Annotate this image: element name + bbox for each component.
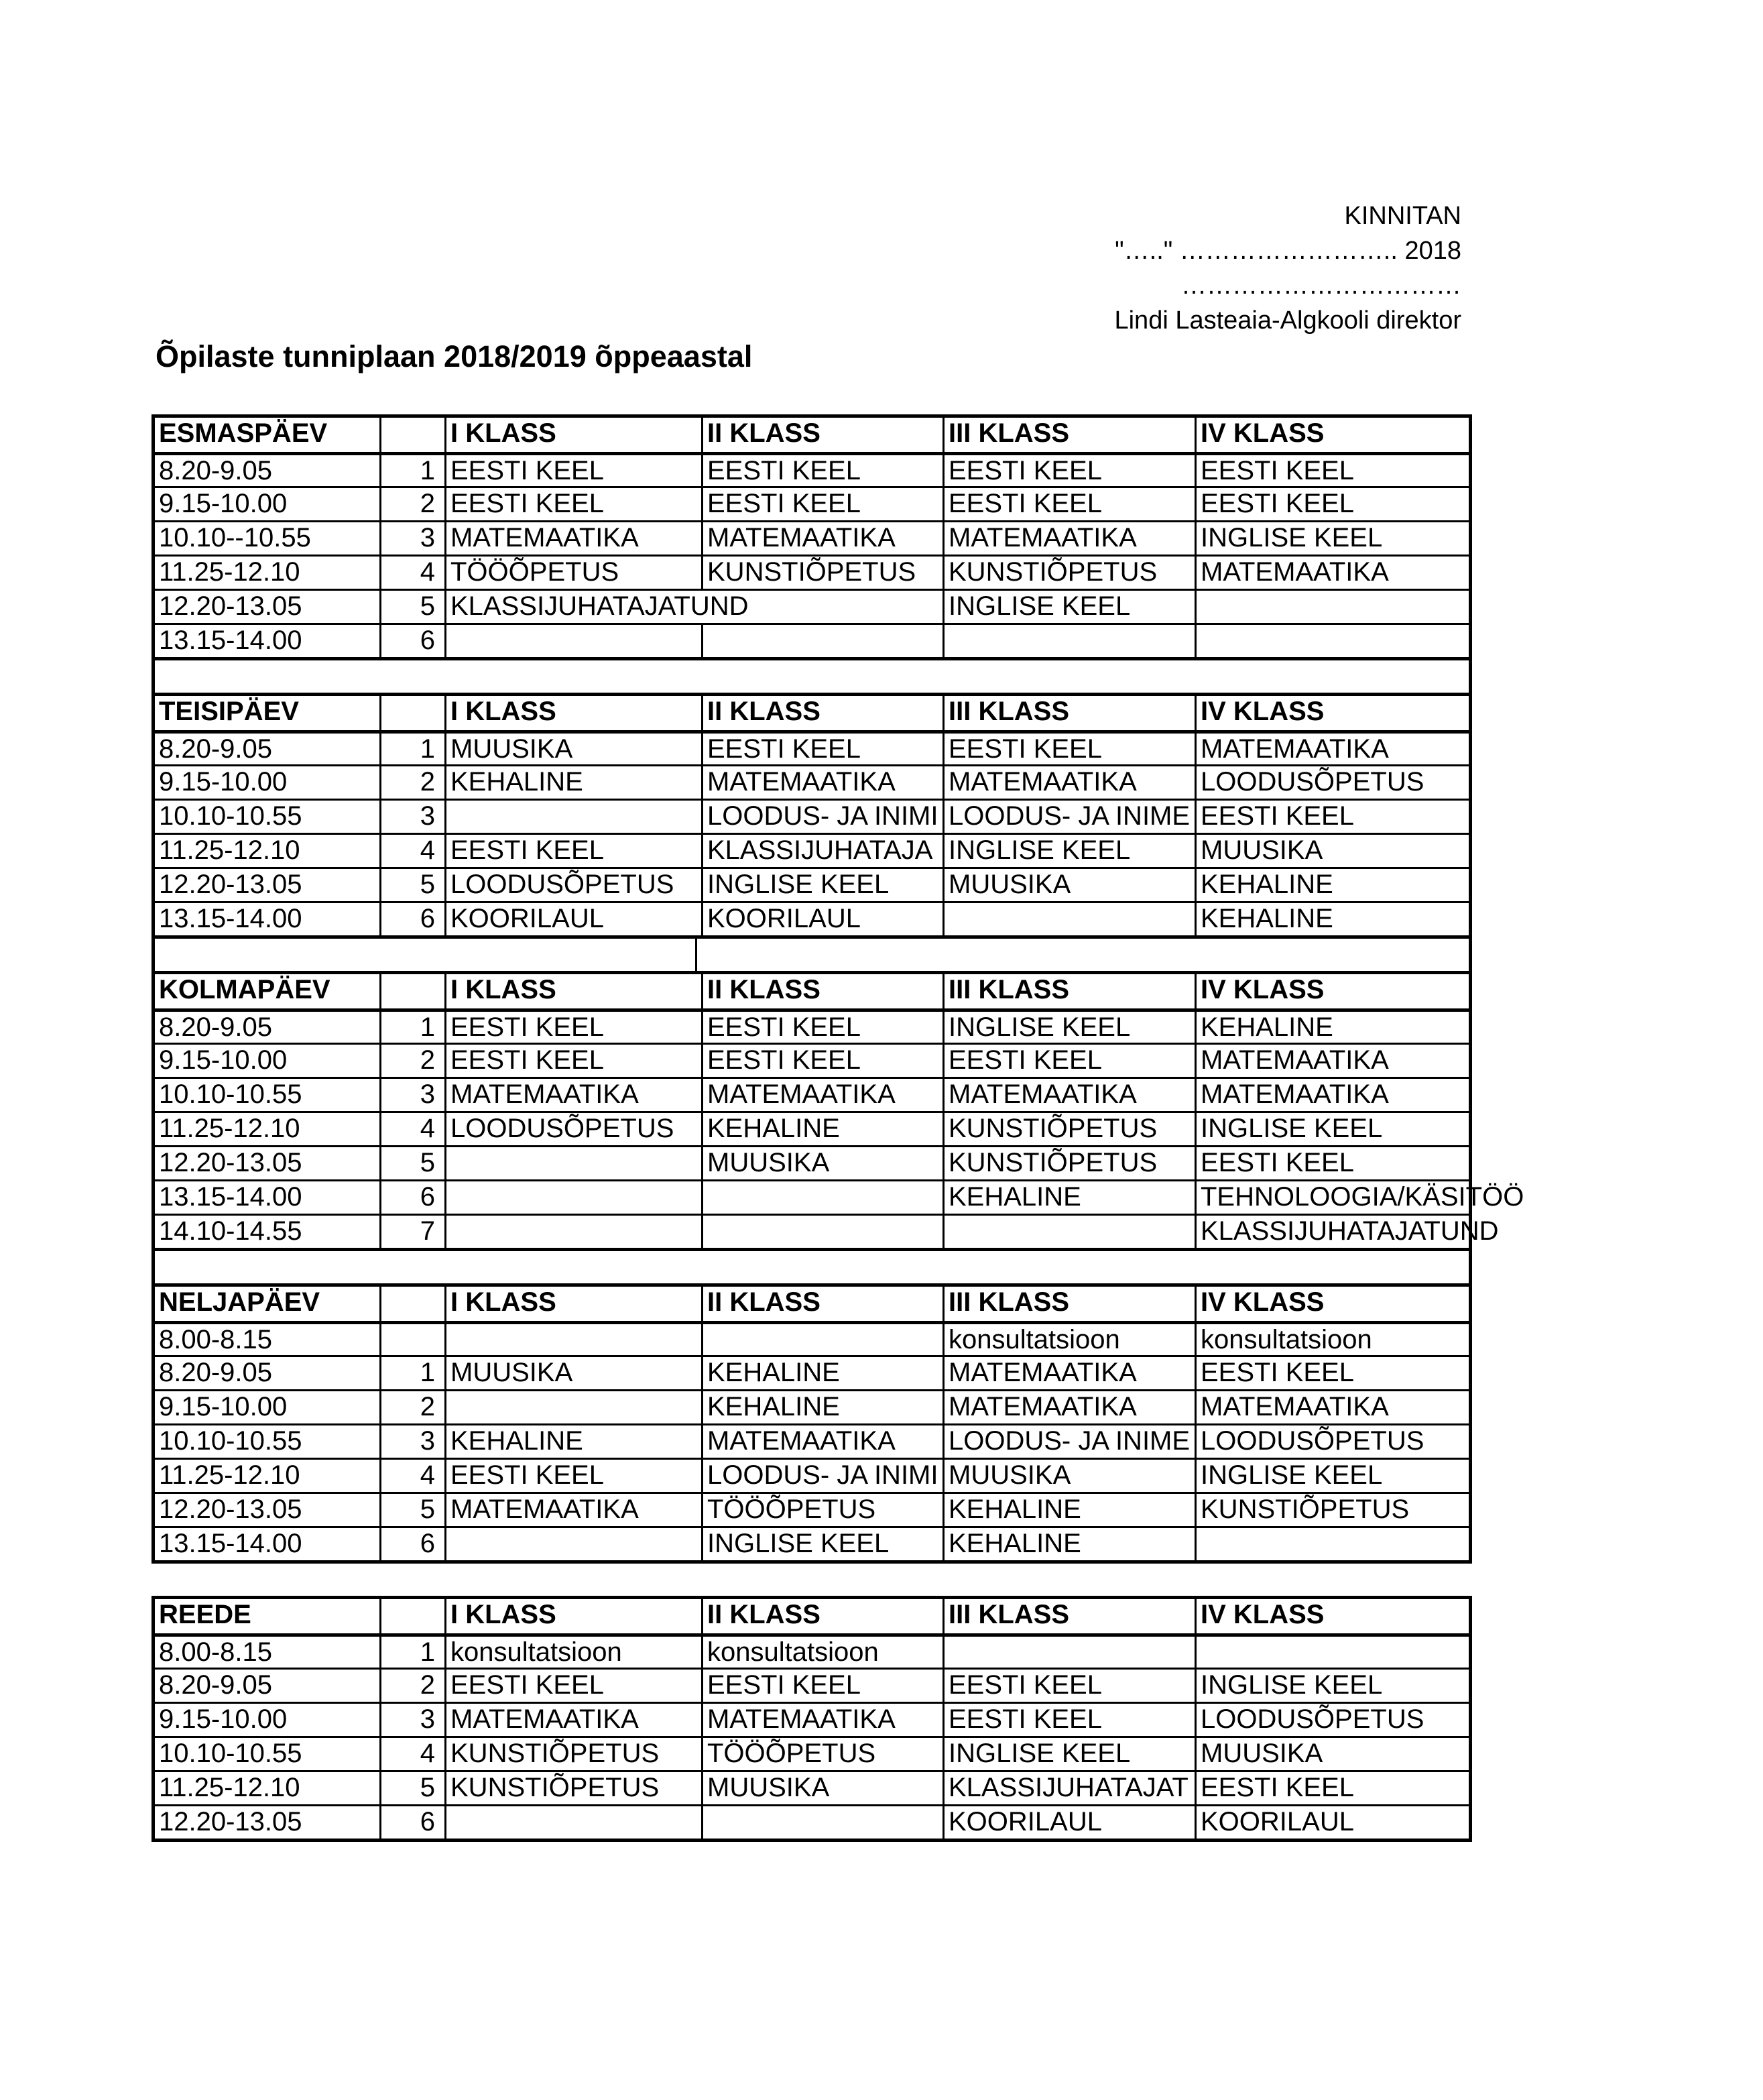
class-3-cell: EESTI KEEL xyxy=(943,455,1195,486)
class-3-cell: LOODUS- JA INIME xyxy=(943,1425,1195,1458)
approval-block xyxy=(1114,198,1461,338)
class-4-cell xyxy=(1195,625,1469,657)
lesson-number-cell: 4 xyxy=(379,1460,444,1492)
class-1-cell xyxy=(444,1181,701,1214)
class-2-cell: konsultatsioon xyxy=(701,1637,943,1668)
class-4-cell: IV KLASS xyxy=(1195,1599,1469,1633)
class-2-cell xyxy=(701,1806,943,1839)
time-cell: 9.15-10.00 xyxy=(159,1045,288,1075)
time-cell: 10.10-10.55 xyxy=(159,1080,302,1109)
lesson-number-cell: 5 xyxy=(379,1772,444,1804)
table-row xyxy=(155,1668,1469,1702)
lesson-number-cell: 5 xyxy=(379,869,444,901)
approval-title: KINNITAN xyxy=(1344,202,1461,230)
lesson-number-cell: 6 xyxy=(379,1181,444,1214)
table-row xyxy=(155,1077,1469,1111)
class-2-cell: MATEMAATIKA xyxy=(701,522,943,555)
class-1-cell: MATEMAATIKA xyxy=(444,1704,701,1736)
class-4-cell: KEHALINE xyxy=(1195,1012,1469,1043)
lesson-number-cell: 5 xyxy=(379,1147,444,1179)
class-4-cell: IV KLASS xyxy=(1195,418,1469,452)
day-header-row xyxy=(155,418,1469,452)
class-2-cell: MATEMAATIKA xyxy=(701,766,943,799)
class-2-cell: MUUSIKA xyxy=(701,1147,943,1179)
class-2-cell: KUNSTIÕPETUS xyxy=(701,557,943,589)
class-4-cell: TEHNOLOOGIA/KÄSITÖÖ xyxy=(1195,1181,1469,1214)
lesson-number-cell: 3 xyxy=(379,1425,444,1458)
class-4-cell xyxy=(1195,1528,1469,1560)
class-2-cell: EESTI KEEL xyxy=(701,488,943,520)
class-2-cell: EESTI KEEL xyxy=(701,1670,943,1702)
class-4-cell: EESTI KEEL xyxy=(1195,1772,1469,1804)
time-cell: 8.20-9.05 xyxy=(159,1012,273,1042)
class-2-cell: INGLISE KEEL xyxy=(701,1528,943,1560)
class-4-cell: konsultatsioon xyxy=(1195,1324,1469,1355)
class-3-cell: MATEMAATIKA xyxy=(943,522,1195,555)
table-row xyxy=(155,589,1469,623)
class-3-cell: EESTI KEEL xyxy=(943,1704,1195,1736)
lesson-number-cell: 2 xyxy=(379,1045,444,1077)
class-1-cell xyxy=(444,801,701,833)
day-name: KOLMAPÄEV xyxy=(159,975,330,1004)
class-3-cell xyxy=(943,625,1195,657)
lesson-number-cell: 6 xyxy=(379,1528,444,1560)
lesson-number-cell: 6 xyxy=(379,903,444,935)
class-1-cell: TÖÖÕPETUS xyxy=(444,557,701,589)
time-cell: 10.10-10.55 xyxy=(159,1426,302,1456)
spacer-row xyxy=(151,660,1472,693)
lesson-number-cell: 4 xyxy=(379,557,444,589)
day-header-row xyxy=(155,1599,1469,1633)
class-1-cell: LOODUSÕPETUS xyxy=(444,869,701,901)
table-row xyxy=(155,1145,1469,1179)
class-3-cell: MUUSIKA xyxy=(943,869,1195,901)
class-1-cell: KEHALINE xyxy=(444,1425,701,1458)
lesson-number-cell: 5 xyxy=(379,1494,444,1526)
class-3-cell xyxy=(943,1216,1195,1248)
class-1-cell xyxy=(444,625,701,657)
class-2-cell: KEHALINE xyxy=(701,1357,943,1389)
class-3-cell: KLASSIJUHATAJAT xyxy=(943,1772,1195,1804)
table-row xyxy=(155,799,1469,833)
class-4-cell: MATEMAATIKA xyxy=(1195,557,1469,589)
day-header-row xyxy=(155,1287,1469,1321)
lesson-number-cell: 1 xyxy=(379,1357,444,1389)
day-table xyxy=(151,971,1524,1251)
lesson-number-cell: 3 xyxy=(379,522,444,555)
day-header-row xyxy=(155,974,1469,1008)
table-row xyxy=(155,452,1469,486)
lesson-number-cell: 7 xyxy=(379,1216,444,1248)
class-2-cell: II KLASS xyxy=(701,1287,943,1321)
table-row xyxy=(155,901,1469,935)
table-row xyxy=(155,1492,1469,1526)
class-2-cell: II KLASS xyxy=(701,974,943,1008)
class-1-cell: MATEMAATIKA xyxy=(444,1079,701,1111)
class-3-cell xyxy=(943,903,1195,935)
class-4-cell: INGLISE KEEL xyxy=(1195,1670,1469,1702)
table-row xyxy=(155,764,1469,799)
class-1-cell xyxy=(444,1528,701,1560)
time-cell: 8.20-9.05 xyxy=(159,1670,273,1700)
class-2-cell: EESTI KEEL xyxy=(701,1045,943,1077)
class-2-cell xyxy=(701,1324,943,1355)
class-4-cell: EESTI KEEL xyxy=(1195,488,1469,520)
class-2-cell: TÖÖÕPETUS xyxy=(701,1494,943,1526)
time-cell: 11.25-12.10 xyxy=(159,1460,300,1490)
lesson-number-cell xyxy=(379,974,444,1008)
class-1-cell: EESTI KEEL xyxy=(444,1045,701,1077)
class-1-cell: I KLASS xyxy=(444,1287,701,1321)
class-4-cell: INGLISE KEEL xyxy=(1195,1460,1469,1492)
class-4-cell: INGLISE KEEL xyxy=(1195,522,1469,555)
class-1-cell: EESTI KEEL xyxy=(444,488,701,520)
lesson-number-cell: 2 xyxy=(379,766,444,799)
class-1-cell: I KLASS xyxy=(444,974,701,1008)
day-table xyxy=(151,1596,1472,1842)
class-2-cell: II KLASS xyxy=(701,418,943,452)
class-2-cell: EESTI KEEL xyxy=(701,1012,943,1043)
class-4-cell: KEHALINE xyxy=(1195,903,1469,935)
table-row xyxy=(155,1008,1469,1043)
table-row xyxy=(155,1111,1469,1145)
class-3-cell: KEHALINE xyxy=(943,1528,1195,1560)
class-4-cell: KLASSIJUHATAJATUND xyxy=(1195,1216,1469,1248)
class-1-cell: KLASSIJUHATAJATUND xyxy=(444,591,701,623)
lesson-number-cell: 3 xyxy=(379,1704,444,1736)
class-4-cell: MATEMAATIKA xyxy=(1195,1045,1469,1077)
class-1-cell xyxy=(444,1391,701,1423)
class-4-cell: MATEMAATIKA xyxy=(1195,1079,1469,1111)
class-3-cell: INGLISE KEEL xyxy=(943,835,1195,867)
class-1-cell: I KLASS xyxy=(444,418,701,452)
time-cell: 10.10-10.55 xyxy=(159,801,302,831)
day-table xyxy=(151,1283,1472,1564)
spacer-row xyxy=(151,939,1472,971)
class-3-cell xyxy=(943,1637,1195,1668)
table-row xyxy=(155,1389,1469,1423)
lesson-number-cell xyxy=(379,418,444,452)
time-cell: 8.20-9.05 xyxy=(159,734,273,764)
class-3-cell: MATEMAATIKA xyxy=(943,1391,1195,1423)
table-row xyxy=(155,1770,1469,1804)
class-4-cell: EESTI KEEL xyxy=(1195,801,1469,833)
time-cell: 8.20-9.05 xyxy=(159,1358,273,1387)
class-4-cell: KUNSTIÕPETUS xyxy=(1195,1494,1469,1526)
class-1-cell: MATEMAATIKA xyxy=(444,522,701,555)
class-4-cell: MATEMAATIKA xyxy=(1195,1391,1469,1423)
class-1-cell xyxy=(444,1216,701,1248)
class-1-cell: KUNSTIÕPETUS xyxy=(444,1772,701,1804)
lesson-number-cell: 2 xyxy=(379,1670,444,1702)
time-cell: 11.25-12.10 xyxy=(159,557,300,587)
class-1-cell xyxy=(444,1147,701,1179)
class-2-cell: TÖÖÕPETUS xyxy=(701,1738,943,1770)
class-4-cell: EESTI KEEL xyxy=(1195,1147,1469,1179)
lesson-number-cell: 6 xyxy=(379,625,444,657)
class-2-cell: KLASSIJUHATAJA xyxy=(701,835,943,867)
lesson-number-cell: 4 xyxy=(379,1113,444,1145)
time-cell: 13.15-14.00 xyxy=(159,904,302,933)
lesson-number-cell: 1 xyxy=(379,1012,444,1043)
lesson-number-cell xyxy=(379,1599,444,1633)
class-3-cell: EESTI KEEL xyxy=(943,734,1195,764)
class-3-cell: INGLISE KEEL xyxy=(943,1738,1195,1770)
class-1-cell: KOORILAUL xyxy=(444,903,701,935)
class-2-cell xyxy=(701,625,943,657)
class-3-cell: KEHALINE xyxy=(943,1181,1195,1214)
table-row xyxy=(155,730,1469,764)
class-1-cell: EESTI KEEL xyxy=(444,1460,701,1492)
class-4-cell: EESTI KEEL xyxy=(1195,455,1469,486)
time-cell: 12.20-13.05 xyxy=(159,1495,302,1524)
class-3-cell: EESTI KEEL xyxy=(943,1670,1195,1702)
lesson-number-cell xyxy=(379,1324,444,1355)
class-4-cell: MUUSIKA xyxy=(1195,1738,1469,1770)
class-1-cell: MUUSIKA xyxy=(444,734,701,764)
time-cell: 9.15-10.00 xyxy=(159,1704,288,1734)
lesson-number-cell: 2 xyxy=(379,488,444,520)
class-2-cell: EESTI KEEL xyxy=(701,455,943,486)
table-row xyxy=(155,1736,1469,1770)
time-cell: 12.20-13.05 xyxy=(159,870,302,899)
class-2-cell: LOODUS- JA INIMI xyxy=(701,801,943,833)
class-3-cell: MATEMAATIKA xyxy=(943,766,1195,799)
class-1-cell: MUUSIKA xyxy=(444,1357,701,1389)
class-2-cell: MATEMAATIKA xyxy=(701,1079,943,1111)
table-row xyxy=(155,867,1469,901)
class-1-cell: KUNSTIÕPETUS xyxy=(444,1738,701,1770)
class-2-cell: MUUSIKA xyxy=(701,1772,943,1804)
day-header-row xyxy=(155,696,1469,730)
day-name: NELJAPÄEV xyxy=(159,1287,320,1317)
lesson-number-cell: 3 xyxy=(379,1079,444,1111)
lesson-number-cell: 4 xyxy=(379,835,444,867)
table-row xyxy=(155,1043,1469,1077)
lesson-number-cell xyxy=(379,1287,444,1321)
class-4-cell: KOORILAUL xyxy=(1195,1806,1469,1839)
table-row xyxy=(155,1526,1469,1560)
day-table xyxy=(151,693,1472,939)
class-2-cell: LOODUS- JA INIMI xyxy=(701,1460,943,1492)
table-row xyxy=(155,833,1469,867)
table-row xyxy=(155,555,1469,589)
class-4-cell xyxy=(1195,591,1469,623)
class-3-cell: III KLASS xyxy=(943,1287,1195,1321)
table-row xyxy=(155,1702,1469,1736)
class-2-cell: II KLASS xyxy=(701,1599,943,1633)
time-cell: 9.15-10.00 xyxy=(159,489,288,518)
lesson-number-cell: 1 xyxy=(379,734,444,764)
class-1-cell xyxy=(444,1806,701,1839)
class-3-cell: III KLASS xyxy=(943,418,1195,452)
time-cell: 8.00-8.15 xyxy=(159,1325,273,1354)
class-4-cell: IV KLASS xyxy=(1195,696,1469,730)
time-cell: 8.00-8.15 xyxy=(159,1637,273,1667)
class-4-cell: LOODUSÕPETUS xyxy=(1195,1704,1469,1736)
class-1-cell xyxy=(444,1324,701,1355)
class-2-cell: KEHALINE xyxy=(701,1391,943,1423)
class-3-cell: MUUSIKA xyxy=(943,1460,1195,1492)
class-4-cell xyxy=(1195,1637,1469,1668)
class-3-cell: EESTI KEEL xyxy=(943,488,1195,520)
time-cell: 11.25-12.10 xyxy=(159,835,300,865)
class-2-cell: MATEMAATIKA xyxy=(701,1704,943,1736)
class-3-cell: III KLASS xyxy=(943,1599,1195,1633)
time-cell: 9.15-10.00 xyxy=(159,767,288,797)
lesson-number-cell: 4 xyxy=(379,1738,444,1770)
class-2-cell: KEHALINE xyxy=(701,1113,943,1145)
class-2-cell: KOORILAUL xyxy=(701,903,943,935)
class-1-cell: I KLASS xyxy=(444,696,701,730)
class-1-cell: EESTI KEEL xyxy=(444,835,701,867)
table-row xyxy=(155,1179,1524,1214)
class-1-cell: EESTI KEEL xyxy=(444,1012,701,1043)
class-1-cell: EESTI KEEL xyxy=(444,1670,701,1702)
class-4-cell: IV KLASS xyxy=(1195,974,1469,1008)
class-1-cell: I KLASS xyxy=(444,1599,701,1633)
table-row xyxy=(155,1458,1469,1492)
class-4-cell: MUUSIKA xyxy=(1195,835,1469,867)
class-2-cell xyxy=(701,1181,943,1214)
time-cell: 12.20-13.05 xyxy=(159,591,302,621)
class-3-cell: MATEMAATIKA xyxy=(943,1357,1195,1389)
class-4-cell: MATEMAATIKA xyxy=(1195,734,1469,764)
class-4-cell: EESTI KEEL xyxy=(1195,1357,1469,1389)
day-name: ESMASPÄEV xyxy=(159,418,328,448)
time-cell: 8.20-9.05 xyxy=(159,456,273,485)
class-4-cell: LOODUSÕPETUS xyxy=(1195,766,1469,799)
class-2-cell: EESTI KEEL xyxy=(701,734,943,764)
table-row xyxy=(155,1804,1469,1839)
table-row xyxy=(155,1423,1469,1458)
class-4-cell: LOODUSÕPETUS xyxy=(1195,1425,1469,1458)
time-cell: 10.10-10.55 xyxy=(159,1739,302,1768)
class-2-cell xyxy=(701,1216,943,1248)
class-3-cell: INGLISE KEEL xyxy=(943,1012,1195,1043)
time-cell: 10.10--10.55 xyxy=(159,523,311,552)
lesson-number-cell: 5 xyxy=(379,591,444,623)
approval-date-line: "….." …………………….. 2018 xyxy=(1115,237,1461,265)
page-title: Õpilaste tunniplaan 2018/2019 õppeaastal xyxy=(156,339,753,373)
class-3-cell: MATEMAATIKA xyxy=(943,1079,1195,1111)
class-3-cell: KOORILAUL xyxy=(943,1806,1195,1839)
time-cell: 13.15-14.00 xyxy=(159,1529,302,1558)
table-row xyxy=(155,1355,1469,1389)
class-1-cell: konsultatsioon xyxy=(444,1637,701,1668)
class-2-cell: INGLISE KEEL xyxy=(701,869,943,901)
timetable xyxy=(151,414,1524,1842)
spacer-row xyxy=(151,1251,1472,1283)
time-cell: 11.25-12.10 xyxy=(159,1114,300,1143)
class-3-cell: INGLISE KEEL xyxy=(943,591,1195,623)
time-cell: 12.20-13.05 xyxy=(159,1148,302,1177)
time-cell: 14.10-14.55 xyxy=(159,1216,302,1246)
table-row xyxy=(155,486,1469,520)
class-4-cell: KEHALINE xyxy=(1195,869,1469,901)
lesson-number-cell: 3 xyxy=(379,801,444,833)
table-row xyxy=(155,520,1469,555)
class-3-cell: III KLASS xyxy=(943,974,1195,1008)
table-row xyxy=(155,1633,1469,1668)
time-cell: 11.25-12.10 xyxy=(159,1773,300,1802)
lesson-number-cell xyxy=(379,696,444,730)
class-3-cell: LOODUS- JA INIME xyxy=(943,801,1195,833)
class-2-cell: II KLASS xyxy=(701,696,943,730)
class-3-cell: KUNSTIÕPETUS xyxy=(943,1113,1195,1145)
approval-signature-line: …………………………… xyxy=(1181,272,1461,300)
class-1-cell: KEHALINE xyxy=(444,766,701,799)
class-1-cell: MATEMAATIKA xyxy=(444,1494,701,1526)
table-row xyxy=(155,1214,1499,1248)
class-3-cell: KUNSTIÕPETUS xyxy=(943,1147,1195,1179)
lesson-number-cell: 1 xyxy=(379,455,444,486)
day-name: TEISIPÄEV xyxy=(159,697,299,726)
class-3-cell: KEHALINE xyxy=(943,1494,1195,1526)
class-4-cell: INGLISE KEEL xyxy=(1195,1113,1469,1145)
class-1-cell: EESTI KEEL xyxy=(444,455,701,486)
table-row xyxy=(155,623,1469,657)
time-cell: 12.20-13.05 xyxy=(159,1807,302,1836)
approval-signer: Lindi Lasteaia-Algkooli direktor xyxy=(1114,306,1461,335)
spacer-row xyxy=(151,1564,1472,1596)
lesson-number-cell: 2 xyxy=(379,1391,444,1423)
class-3-cell: KUNSTIÕPETUS xyxy=(943,557,1195,589)
class-3-cell: EESTI KEEL xyxy=(943,1045,1195,1077)
day-table xyxy=(151,414,1472,660)
day-name: REEDE xyxy=(159,1600,251,1629)
lesson-number-cell: 6 xyxy=(379,1806,444,1839)
time-cell: 9.15-10.00 xyxy=(159,1392,288,1421)
class-4-cell: IV KLASS xyxy=(1195,1287,1469,1321)
table-row xyxy=(155,1321,1469,1355)
class-2-cell: MATEMAATIKA xyxy=(701,1425,943,1458)
time-cell: 13.15-14.00 xyxy=(159,1182,302,1212)
class-1-cell: LOODUSÕPETUS xyxy=(444,1113,701,1145)
lesson-number-cell: 1 xyxy=(379,1637,444,1668)
class-3-cell: konsultatsioon xyxy=(943,1324,1195,1355)
class-3-cell: III KLASS xyxy=(943,696,1195,730)
time-cell: 13.15-14.00 xyxy=(159,626,302,655)
